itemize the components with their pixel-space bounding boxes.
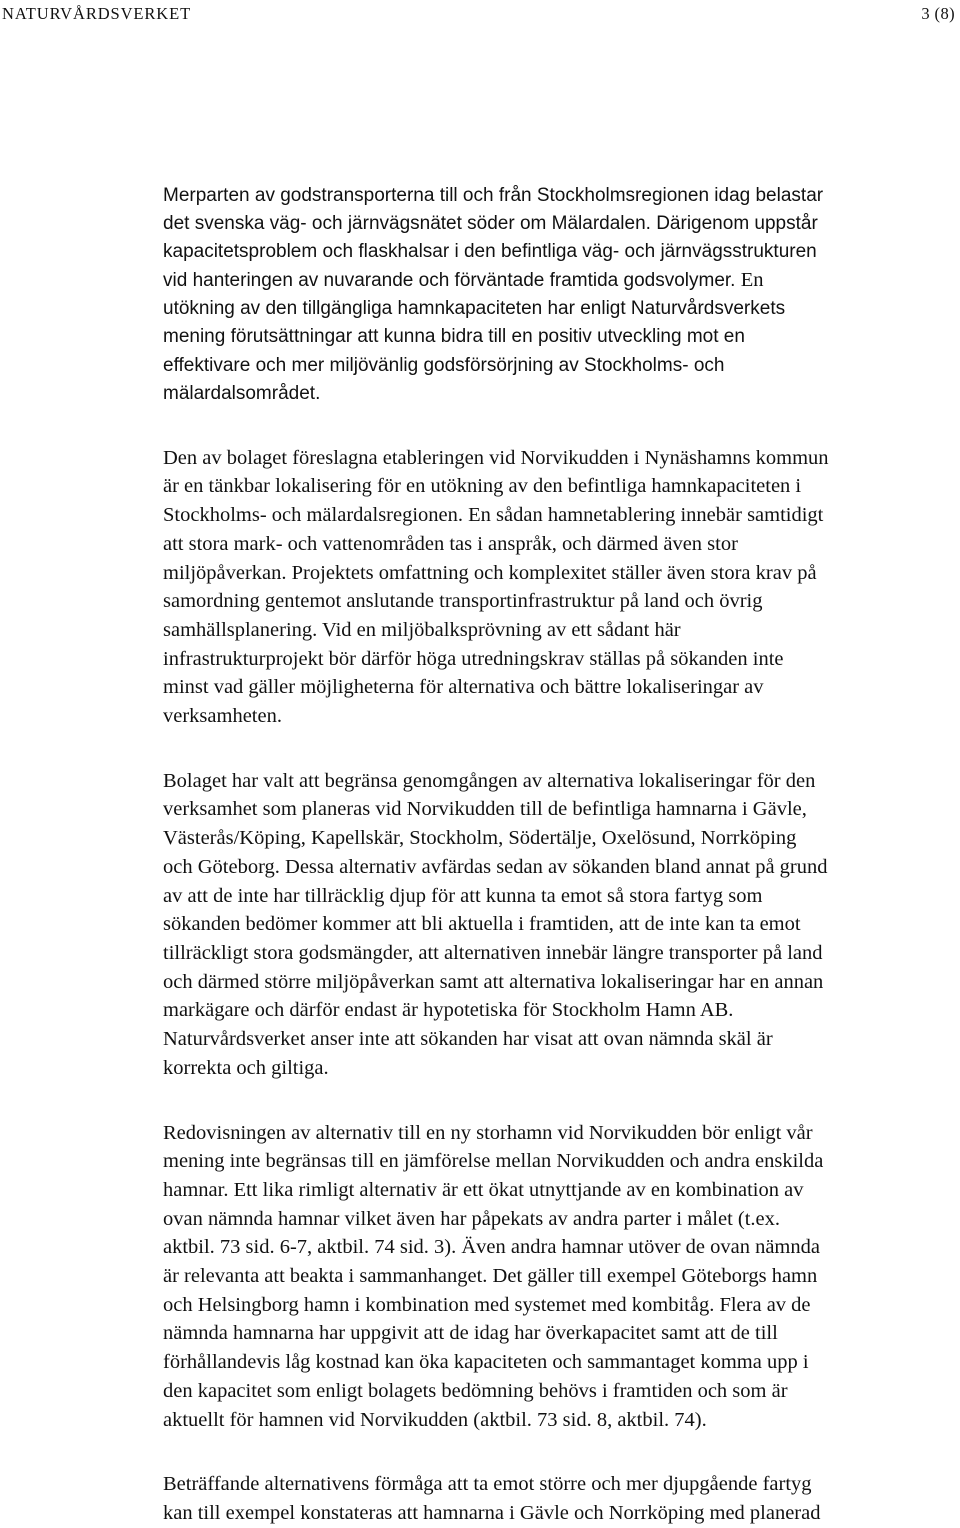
text-line: Bolaget har valt att begränsa genomgången av alternativa lokaliseringar för den xyxy=(163,769,816,792)
text-line: miljöpåverkan. Projektets omfattning och komplexitet ställer även stora krav på xyxy=(163,561,817,584)
text-line: mälardalsområdet. xyxy=(163,382,321,404)
text-line: minst vad gäller möjligheterna för alternativa och bättre lokaliseringar av xyxy=(163,676,764,699)
text-line: kapacitetsproblem och flaskhalsar i den befintliga väg- och järnvägsstrukturen xyxy=(163,241,817,263)
paragraph-4 xyxy=(163,1119,960,1435)
text-line: hamnar. Ett lika rimligt alternativ är ett ökat utnyttjande av en kombination av xyxy=(163,1178,804,1201)
paragraph-3 xyxy=(163,767,960,1083)
text-segment: vid hanteringen av nuvarande och förväntade framtida godsvolymer. xyxy=(163,270,736,292)
text-line: kan till exempel konstateras att hamnarna i Gävle och Norrköping med planerad xyxy=(163,1501,821,1524)
text-line: Merparten av godstransporterna till och från Stockholmsregionen idag belastar xyxy=(163,185,824,206)
text-line: Den av bolaget föreslagna etableringen vid Norvikudden i Nynäshamns kommun xyxy=(163,446,829,469)
text-line: av att de inte har tillräcklig djup för att kunna ta emot så stora fartyg som xyxy=(163,884,763,907)
text-line: den kapacitet som enligt bolagets bedömning behövs i framtiden och som är xyxy=(163,1379,788,1402)
text-line: ovan nämnda hamnar vilket även har påpekats av andra parter i målet (t.ex. xyxy=(163,1207,781,1230)
paragraph-1 xyxy=(163,182,960,408)
organization-name: NATURVÅRDSVERKET xyxy=(2,4,192,23)
text-line: och därmed större miljöpåverkan samt att alternativa lokaliseringar har en annan xyxy=(163,970,824,993)
page-header xyxy=(0,4,960,26)
text-line: infrastrukturprojekt bör därför höga utredningskrav ställas på sökanden inte xyxy=(163,647,784,670)
text-line: markägare och därför endast är hypotetiska för Stockholm Hamn AB. xyxy=(163,999,734,1022)
text-line: Redovisningen av alternativ till en ny storhamn vid Norvikudden bör enligt vår xyxy=(163,1121,813,1144)
paragraph-2 xyxy=(163,444,960,731)
text-line: aktbil. 73 sid. 6-7, aktbil. 74 sid. 3). Även andra hamnar utöver de ovan nämnda xyxy=(163,1236,820,1259)
text-line: nämnda hamnarna har uppgivit att de idag har överkapacitet samt att de till xyxy=(163,1322,778,1345)
text-line: verksamhet som planeras vid Norvikudden till de befintliga hamnarna i Gävle, xyxy=(163,798,807,821)
text-line: aktuellt för hamnen vid Norvikudden (aktbil. 73 sid. 8, aktbil. 74). xyxy=(163,1408,707,1431)
text-line: effektivare och mer miljövänlig godsförsörjning av Stockholms- och xyxy=(163,354,725,376)
text-line: förhållandevis låg kostnad kan öka kapaciteten och sammantaget komma upp i xyxy=(163,1351,809,1374)
text-line: Beträffande alternativens förmåga att ta emot större och mer djupgående fartyg xyxy=(163,1473,812,1496)
text-segment: En xyxy=(740,269,764,292)
text-line: och Göteborg. Dessa alternativ avfärdas sedan av sökanden bland annat på grund xyxy=(163,855,828,878)
text-line: korrekta och giltiga. xyxy=(163,1056,329,1079)
text-line: utökning av den tillgängliga hamnkapaciteten har enligt Naturvårdsverkets xyxy=(163,298,786,320)
text-line: och Helsingborg hamn i kombination med systemet med kombitåg. Flera av de xyxy=(163,1293,811,1316)
text-line: Naturvårdsverket anser inte att sökanden har visat att ovan nämnda skäl är xyxy=(163,1028,773,1051)
paragraph-5 xyxy=(163,1470,960,1527)
text-line: Västerås/Köping, Kapellskär, Stockholm, Södertälje, Oxelösund, Norrköping xyxy=(163,827,797,850)
text-line: samhällsplanering. Vid en miljöbalksprövning av ett sådant här xyxy=(163,618,681,641)
text-line: mening inte begränsas till en jämförelse mellan Norvikudden och andra enskilda xyxy=(163,1150,824,1173)
text-line: det svenska väg- och järnvägsnätet söder om Mälardalen. Därigenom uppstår xyxy=(163,213,818,235)
document-body xyxy=(163,182,960,1528)
text-line: är en tänkbar lokalisering för en utökning av den befintliga hamnkapaciteten i xyxy=(163,475,802,498)
text-line: verksamheten. xyxy=(163,705,282,728)
text-line: Stockholms- och mälardalsregionen. En sådan hamnetablering innebär samtidigt xyxy=(163,504,824,527)
page-number: 3 (8) xyxy=(921,4,955,23)
text-line: att stora mark- och vattenområden tas i anspråk, och därmed även stor xyxy=(163,532,738,555)
text-line: sökanden bedömer kommer att bli aktuella i framtiden, att de inte kan ta emot xyxy=(163,913,801,936)
text-line: mening förutsättningar att kunna bidra till en positiv utveckling mot en xyxy=(163,326,745,348)
text-line: tillräckligt stora godsmängder, att alternativen innebär längre transporter på land xyxy=(163,942,823,964)
text-line: samordning gentemot anslutande transportinfrastruktur på land och övrig xyxy=(163,590,763,613)
text-line xyxy=(163,266,960,295)
text-line: är relevanta att beakta i sammanhanget. Det gäller till exempel Göteborgs hamn xyxy=(163,1265,818,1288)
